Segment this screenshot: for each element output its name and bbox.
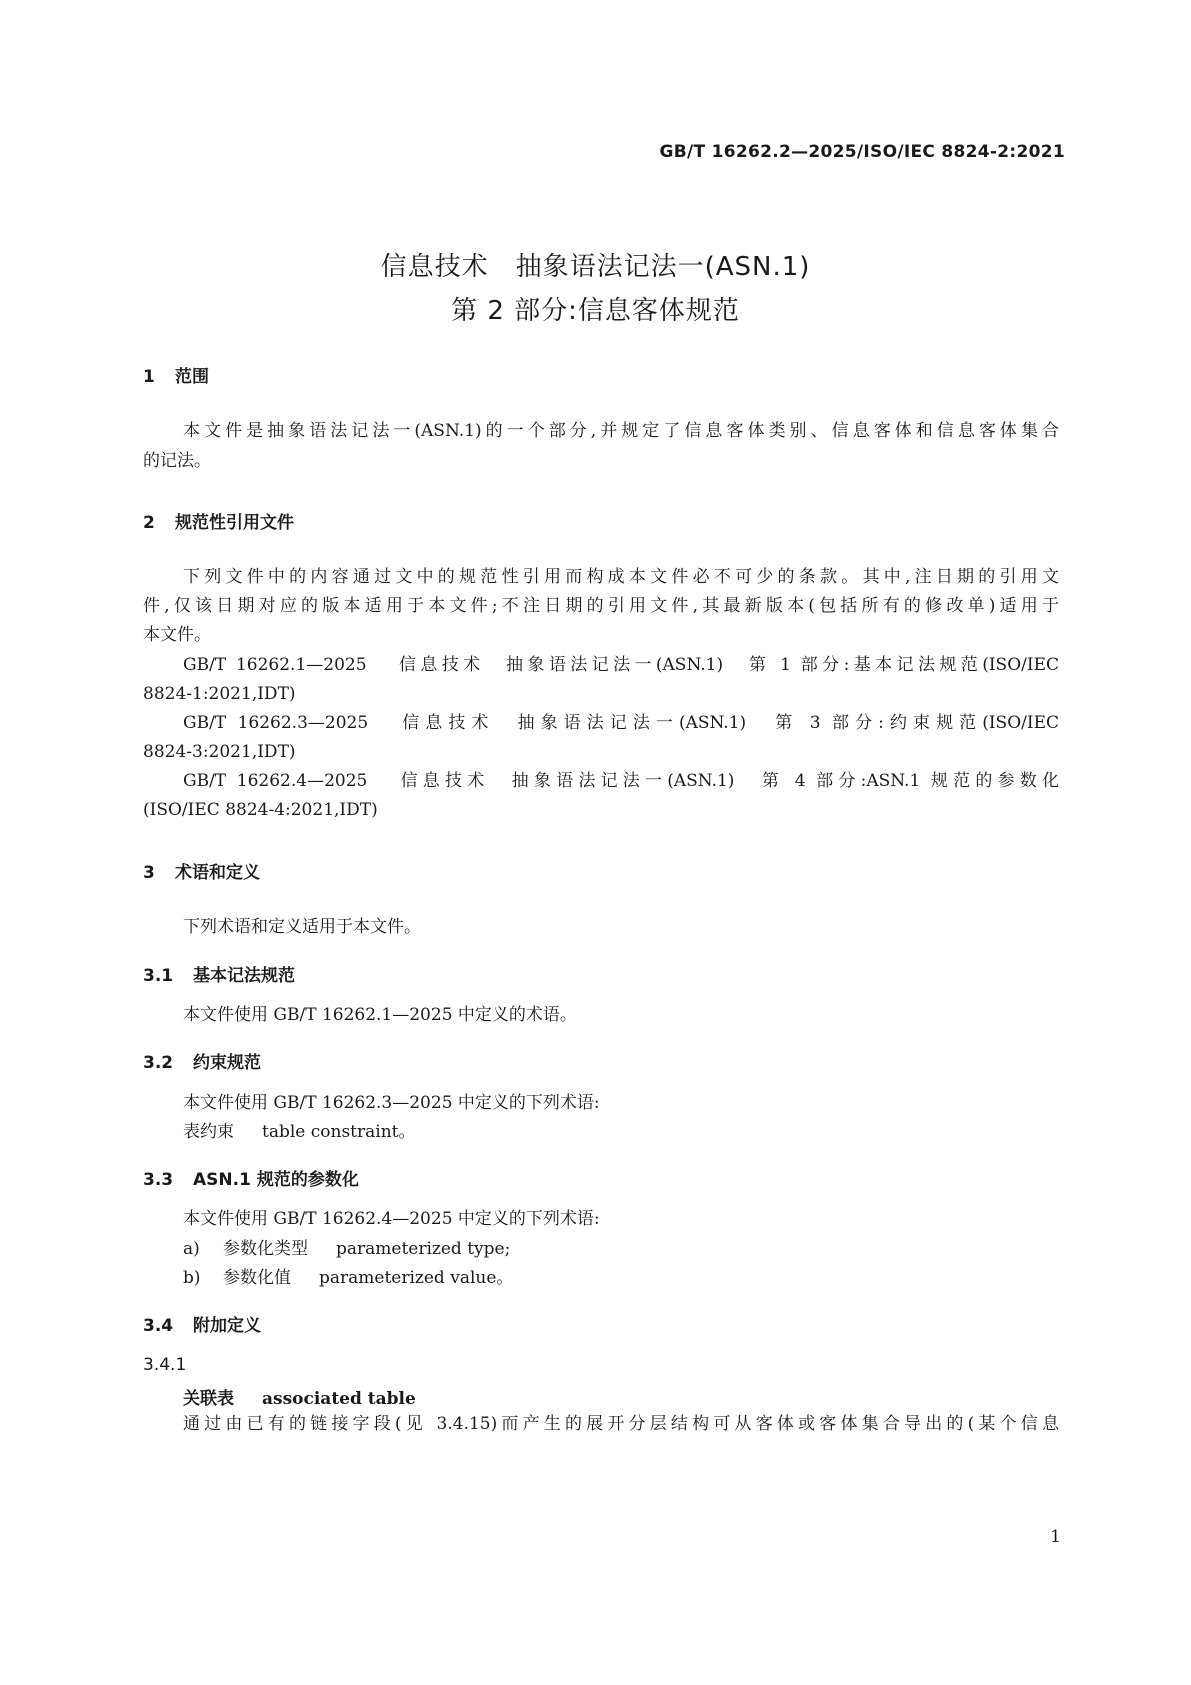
- list-marker: a): [183, 1239, 200, 1259]
- section-title: 术语和定义: [175, 863, 260, 883]
- section-3-heading: [143, 858, 260, 883]
- reference-title: 信息技术 抽象语法记法一(ASN.1) 第 3 部分:约束规范(ISO/IEC: [396, 713, 1059, 733]
- reference-title: 信息技术 抽象语法记法一(ASN.1) 第 4 部分:ASN.1 规范的参数化: [395, 771, 1060, 791]
- section-number: 3: [143, 863, 155, 883]
- subsection-3-2-heading: [143, 1048, 261, 1073]
- subsection-3-1-paragraph: 本文件使用 GB/T 16262.1—2025 中定义的术语。: [183, 1005, 577, 1025]
- section-1-heading: [143, 362, 209, 387]
- section-title: 规范性引用文件: [175, 513, 294, 533]
- page-number: 1: [1050, 1527, 1061, 1547]
- term-definition-line: 通过由已有的链接字段(见 3.4.15)而产生的展开分层结构可从客体或客体集合导出的(某个信息: [183, 1414, 1059, 1434]
- section-title: 范围: [175, 367, 209, 387]
- section-title: 约束规范: [193, 1053, 261, 1073]
- references-paragraph-line: 本文件。: [143, 625, 211, 645]
- section-2-heading: [143, 508, 294, 533]
- term-heading: [183, 1384, 416, 1409]
- references-paragraph-line: 件,仅该日期对应的版本适用于本文件;不注日期的引用文件,其最新版本(包括所有的修改单)适用于: [143, 596, 1059, 616]
- standard-code-header: GB/T 16262.2—2025/ISO/IEC 8824-2:2021: [659, 142, 1065, 162]
- section-number: 3.1: [143, 966, 174, 986]
- term-english: table constraint。: [262, 1122, 416, 1142]
- section-number: 3.3: [143, 1170, 174, 1190]
- reference-entry-1-continued: 8824-1:2021,IDT): [143, 684, 296, 704]
- reference-code: GB/T 16262.1—2025: [183, 655, 367, 675]
- term-english: associated table: [262, 1389, 416, 1409]
- clause-3-4-1-number: 3.4.1: [143, 1355, 187, 1375]
- section-title: 基本记法规范: [193, 966, 295, 986]
- subsection-3-3-heading: [143, 1165, 359, 1190]
- reference-code: GB/T 16262.3—2025: [183, 713, 369, 733]
- term-entry: [183, 1121, 1099, 1143]
- list-item: [183, 1238, 1099, 1260]
- subsection-3-3-paragraph: 本文件使用 GB/T 16262.4—2025 中定义的下列术语:: [183, 1209, 600, 1229]
- reference-code: GB/T 16262.4—2025: [183, 771, 368, 791]
- subsection-3-1-heading: [143, 961, 295, 986]
- section-number: 1: [143, 367, 155, 387]
- term-chinese: 表约束: [183, 1122, 234, 1142]
- term-chinese: 参数化值: [223, 1268, 291, 1288]
- reference-entry-2-continued: 8824-3:2021,IDT): [143, 742, 296, 762]
- term-chinese: 关联表: [183, 1389, 234, 1409]
- reference-entry-3-continued: (ISO/IEC 8824-4:2021,IDT): [143, 800, 378, 820]
- reference-entry-1: [183, 654, 1059, 676]
- section-number: 3.2: [143, 1053, 174, 1073]
- references-paragraph-line: 下列文件中的内容通过文中的规范性引用而构成本文件必不可少的条款。其中,注日期的引用文: [183, 567, 1059, 587]
- reference-entry-3: [183, 770, 1059, 792]
- scope-paragraph-line: 本文件是抽象语法记法一(ASN.1)的一个部分,并规定了信息客体类别、信息客体和信息客体集合: [183, 421, 1059, 441]
- terms-intro-paragraph: 下列术语和定义适用于本文件。: [183, 917, 421, 937]
- term-chinese: 参数化类型: [223, 1239, 308, 1259]
- reference-entry-2: [183, 712, 1059, 734]
- section-title: 附加定义: [193, 1316, 261, 1336]
- subsection-3-4-heading: [143, 1311, 261, 1336]
- document-title-line1: 信息技术 抽象语法记法一(ASN.1): [380, 252, 811, 282]
- term-english: parameterized value。: [319, 1268, 514, 1288]
- list-marker: b): [183, 1268, 201, 1288]
- scope-paragraph-line: 的记法。: [143, 451, 211, 471]
- subsection-3-2-paragraph: 本文件使用 GB/T 16262.3—2025 中定义的下列术语:: [183, 1093, 600, 1113]
- reference-title: 信息技术 抽象语法记法一(ASN.1) 第 1 部分:基本记法规范(ISO/IEC: [394, 655, 1060, 675]
- section-title: ASN.1 规范的参数化: [193, 1170, 359, 1190]
- section-number: 3.4: [143, 1316, 174, 1336]
- document-title-line2: 第 2 部分:信息客体规范: [451, 296, 740, 326]
- term-english: parameterized type;: [336, 1239, 511, 1259]
- list-item: [183, 1267, 1099, 1289]
- section-number: 2: [143, 513, 155, 533]
